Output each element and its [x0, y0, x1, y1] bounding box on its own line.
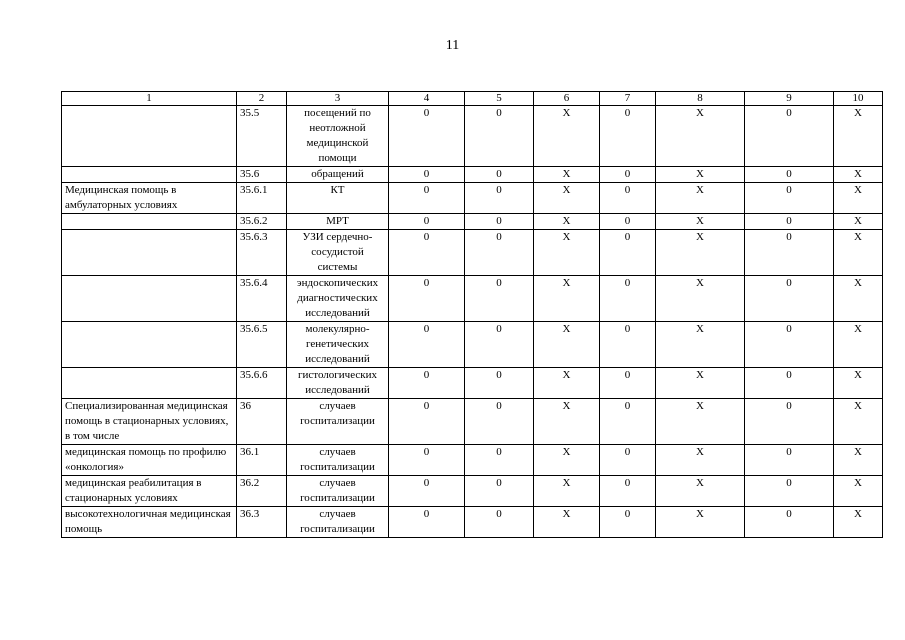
- value-cell: 0: [745, 183, 834, 214]
- value-cell: X: [834, 230, 883, 276]
- row-label-cell: медицинская реабилитация в стационарных условиях: [62, 476, 237, 507]
- row-unit-cell: КТ: [287, 183, 389, 214]
- row-code-cell: 35.6.2: [237, 214, 287, 230]
- row-code-cell: 35.6.6: [237, 368, 287, 399]
- value-cell: 0: [389, 106, 465, 167]
- row-code-cell: 35.5: [237, 106, 287, 167]
- column-header: 3: [287, 92, 389, 106]
- value-cell: X: [534, 399, 600, 445]
- value-cell: 0: [465, 322, 534, 368]
- table-body: [62, 106, 883, 538]
- value-cell: 0: [745, 507, 834, 538]
- value-cell: 0: [389, 368, 465, 399]
- data-table: [61, 91, 883, 538]
- value-cell: 0: [745, 445, 834, 476]
- value-cell: X: [834, 167, 883, 183]
- row-label-cell: высокотехнологичная медицинская помощь: [62, 507, 237, 538]
- row-unit-cell: случаев госпитализации: [287, 445, 389, 476]
- value-cell: 0: [600, 183, 656, 214]
- row-unit-cell: случаев госпитализации: [287, 399, 389, 445]
- table-row: [62, 183, 883, 214]
- row-label-cell: медицинская помощь по профилю «онкология»: [62, 445, 237, 476]
- value-cell: X: [534, 507, 600, 538]
- value-cell: X: [834, 183, 883, 214]
- value-cell: X: [656, 399, 745, 445]
- table-row: [62, 399, 883, 445]
- value-cell: X: [534, 445, 600, 476]
- value-cell: X: [834, 445, 883, 476]
- value-cell: X: [834, 476, 883, 507]
- column-header: 2: [237, 92, 287, 106]
- value-cell: X: [534, 167, 600, 183]
- value-cell: X: [534, 368, 600, 399]
- column-header: 5: [465, 92, 534, 106]
- value-cell: 0: [465, 445, 534, 476]
- row-unit-cell: посещений по неотложной медицинской помощи: [287, 106, 389, 167]
- value-cell: X: [656, 507, 745, 538]
- value-cell: 0: [600, 230, 656, 276]
- value-cell: 0: [745, 276, 834, 322]
- table-row: [62, 276, 883, 322]
- value-cell: 0: [465, 399, 534, 445]
- value-cell: X: [534, 214, 600, 230]
- value-cell: 0: [389, 276, 465, 322]
- column-header: 10: [834, 92, 883, 106]
- value-cell: X: [834, 214, 883, 230]
- row-code-cell: 36: [237, 399, 287, 445]
- value-cell: 0: [745, 214, 834, 230]
- value-cell: 0: [600, 476, 656, 507]
- value-cell: 0: [389, 183, 465, 214]
- row-label-cell: [62, 214, 237, 230]
- value-cell: 0: [389, 322, 465, 368]
- value-cell: 0: [745, 230, 834, 276]
- row-unit-cell: УЗИ сердечно-сосудистой системы: [287, 230, 389, 276]
- page-number: 11: [445, 38, 460, 53]
- column-header: 8: [656, 92, 745, 106]
- value-cell: X: [656, 445, 745, 476]
- column-header: 6: [534, 92, 600, 106]
- row-label-cell: [62, 167, 237, 183]
- value-cell: 0: [745, 167, 834, 183]
- value-cell: 0: [465, 106, 534, 167]
- value-cell: X: [534, 230, 600, 276]
- table-row: [62, 214, 883, 230]
- value-cell: 0: [389, 445, 465, 476]
- table-row: [62, 106, 883, 167]
- column-header: 4: [389, 92, 465, 106]
- row-label-cell: [62, 230, 237, 276]
- value-cell: 0: [745, 322, 834, 368]
- value-cell: 0: [600, 106, 656, 167]
- value-cell: 0: [389, 214, 465, 230]
- row-code-cell: 36.1: [237, 445, 287, 476]
- value-cell: X: [656, 368, 745, 399]
- value-cell: 0: [465, 183, 534, 214]
- value-cell: 0: [389, 476, 465, 507]
- value-cell: X: [656, 167, 745, 183]
- value-cell: 0: [600, 167, 656, 183]
- value-cell: 0: [465, 230, 534, 276]
- value-cell: X: [656, 476, 745, 507]
- column-header: 9: [745, 92, 834, 106]
- value-cell: X: [834, 507, 883, 538]
- row-unit-cell: МРТ: [287, 214, 389, 230]
- row-code-cell: 35.6.5: [237, 322, 287, 368]
- row-code-cell: 35.6.3: [237, 230, 287, 276]
- table-row: [62, 445, 883, 476]
- value-cell: X: [656, 276, 745, 322]
- row-code-cell: 35.6: [237, 167, 287, 183]
- table-row: [62, 167, 883, 183]
- value-cell: X: [656, 214, 745, 230]
- row-unit-cell: гистологических исследований: [287, 368, 389, 399]
- value-cell: X: [534, 183, 600, 214]
- value-cell: 0: [600, 368, 656, 399]
- value-cell: 0: [465, 167, 534, 183]
- value-cell: X: [534, 322, 600, 368]
- value-cell: X: [834, 106, 883, 167]
- row-label-cell: Медицинская помощь в амбулаторных условиях: [62, 183, 237, 214]
- row-label-cell: [62, 368, 237, 399]
- row-unit-cell: молекулярно-генетических исследований: [287, 322, 389, 368]
- value-cell: 0: [600, 399, 656, 445]
- value-cell: 0: [745, 106, 834, 167]
- value-cell: X: [834, 322, 883, 368]
- row-label-cell: [62, 106, 237, 167]
- value-cell: 0: [465, 368, 534, 399]
- value-cell: X: [656, 183, 745, 214]
- value-cell: X: [834, 368, 883, 399]
- value-cell: 0: [745, 399, 834, 445]
- value-cell: 0: [600, 445, 656, 476]
- row-unit-cell: случаев госпитализации: [287, 507, 389, 538]
- value-cell: 0: [389, 230, 465, 276]
- value-cell: 0: [465, 476, 534, 507]
- header-row: [62, 92, 883, 106]
- row-unit-cell: случаев госпитализации: [287, 476, 389, 507]
- value-cell: X: [534, 476, 600, 507]
- value-cell: X: [834, 276, 883, 322]
- row-unit-cell: обращений: [287, 167, 389, 183]
- value-cell: 0: [465, 507, 534, 538]
- column-header: 1: [62, 92, 237, 106]
- value-cell: 0: [465, 214, 534, 230]
- table-row: [62, 230, 883, 276]
- row-label-cell: Специализированная медицинская помощь в стационарных условиях, в том числе: [62, 399, 237, 445]
- value-cell: X: [656, 322, 745, 368]
- table-row: [62, 476, 883, 507]
- row-unit-cell: эндоскопических диагностических исследований: [287, 276, 389, 322]
- value-cell: 0: [600, 507, 656, 538]
- value-cell: X: [534, 106, 600, 167]
- value-cell: 0: [389, 167, 465, 183]
- value-cell: 0: [600, 276, 656, 322]
- value-cell: 0: [389, 507, 465, 538]
- row-code-cell: 36.3: [237, 507, 287, 538]
- value-cell: 0: [389, 399, 465, 445]
- value-cell: X: [534, 276, 600, 322]
- value-cell: 0: [600, 322, 656, 368]
- column-header: 7: [600, 92, 656, 106]
- value-cell: X: [656, 230, 745, 276]
- value-cell: X: [834, 399, 883, 445]
- row-label-cell: [62, 276, 237, 322]
- table-row: [62, 507, 883, 538]
- table-row: [62, 368, 883, 399]
- value-cell: 0: [745, 476, 834, 507]
- value-cell: 0: [600, 214, 656, 230]
- table-row: [62, 322, 883, 368]
- value-cell: 0: [745, 368, 834, 399]
- row-code-cell: 35.6.4: [237, 276, 287, 322]
- value-cell: 0: [465, 276, 534, 322]
- value-cell: X: [656, 106, 745, 167]
- row-code-cell: 35.6.1: [237, 183, 287, 214]
- row-code-cell: 36.2: [237, 476, 287, 507]
- row-label-cell: [62, 322, 237, 368]
